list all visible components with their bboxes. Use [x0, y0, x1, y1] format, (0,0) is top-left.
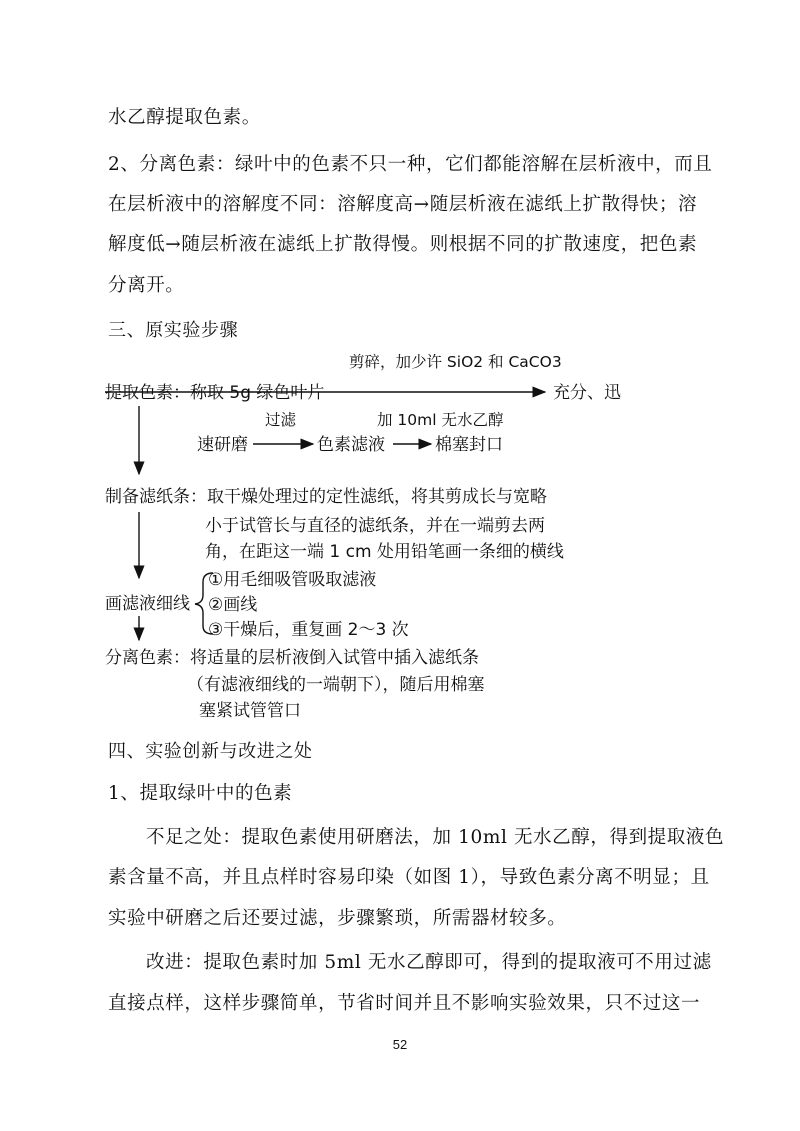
page-number: 52	[392, 1037, 408, 1052]
alcohol-note: 加 10ml 无水乙醇	[377, 411, 504, 429]
step4-line1: 分离色素：将适量的层析液倒入试管中插入滤纸条	[105, 648, 479, 668]
step3-sub3: ③干燥后，重复画 2～3 次	[208, 620, 409, 640]
paragraph-line: 改进：提取色素时加 5ml 无水乙醇即可，得到的提取液可不用过滤	[146, 952, 712, 973]
paragraph-line: 解度低→随层析液在滤纸上扩散得慢。则根据不同的扩散速度，把色素	[108, 234, 698, 255]
paragraph-line: 水乙醇提取色素。	[108, 107, 261, 128]
filter-note: 过滤	[265, 411, 297, 429]
step2-line3: 角，在距这一端 1 cm 处用铅笔画一条细的横线	[205, 542, 564, 562]
subsection-heading: 1、提取绿叶中的色素	[108, 783, 293, 804]
step3-sub1: ①用毛细吸管吸取滤液	[208, 570, 377, 590]
paragraph-line: 实验中研磨之后还要过滤，步骤繁琐，所需器材较多。	[108, 908, 567, 929]
section-heading-3: 三、原实验步骤	[108, 320, 239, 341]
paragraph-line: 2、分离色素：绿叶中的色素不只一种，它们都能溶解在层析液中，而且	[108, 154, 713, 175]
step2-line2: 小于试管长与直径的滤纸条，并在一端剪去两	[205, 516, 545, 536]
step2-line1: 制备滤纸条：取干燥处理过的定性滤纸，将其剪成长与宽略	[105, 487, 547, 507]
step1-label: 提取色素：称取 5g 绿色叶片	[105, 383, 325, 403]
step1-row2-c: 棉塞封口	[435, 435, 503, 455]
procedure-flowchart	[105, 350, 645, 728]
step4-line2: （有滤液细线的一端朝下），随后用棉塞	[187, 675, 485, 695]
step3-label: 画滤液细线	[105, 594, 190, 614]
paragraph-line: 在层析液中的溶解度不同：溶解度高→随层析液在滤纸上扩散得快；溶	[108, 194, 698, 215]
step1-result: 充分、迅	[553, 383, 621, 403]
step1-row2-a: 速研磨	[197, 435, 248, 455]
paragraph-line: 分离开。	[108, 275, 185, 296]
arrow1-note: 剪碎，加少许 SiO2 和 CaCO3	[349, 353, 562, 371]
step4-line3: 塞紧试管管口	[199, 701, 301, 721]
step3-sub2: ②画线	[208, 595, 258, 615]
paragraph-line: 不足之处：提取色素使用研磨法，加 10ml 无水乙醇，得到提取液色	[146, 827, 725, 848]
step1-row2-b: 色素滤液	[317, 435, 385, 455]
paragraph-line: 素含量不高，并且点样时容易印染（如图 1），导致色素分离不明显；且	[108, 867, 710, 888]
paragraph-line: 直接点样，这样步骤简单，节省时间并且不影响实验效果，只不过这一	[108, 993, 701, 1014]
section-heading-4: 四、实验创新与改进之处	[108, 741, 313, 762]
